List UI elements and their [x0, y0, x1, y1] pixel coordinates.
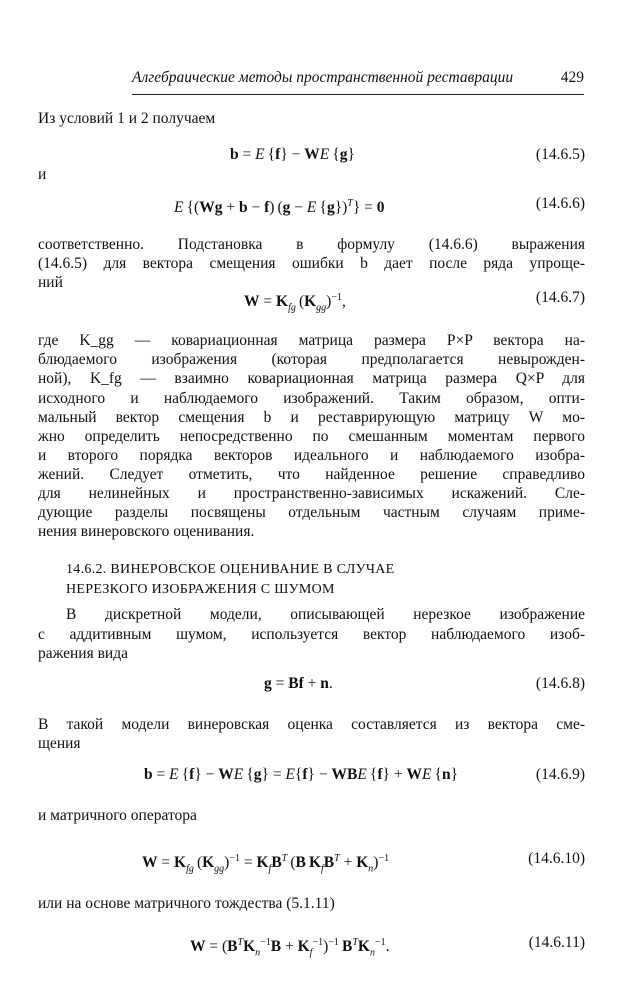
equation-14-6-7: $W = K_{fg}$ $(K_{gg})^{-1}$, [244, 292, 346, 314]
text-line: Из условий 1 и 2 получаем [38, 110, 216, 127]
text-line: и второго порядка векторов идеального и наблюдаемого изобра- [38, 447, 585, 464]
equation-number: (14.6.6) [535, 195, 585, 212]
text-line: В такой модели винеровская оценка составляется из вектора сме- [38, 716, 585, 733]
equation-number: (14.6.11) [528, 934, 585, 951]
text-line: жно определить непосредственно по смешанным моментам первого [38, 428, 585, 445]
text-line: щения [38, 735, 81, 752]
text-line: для нелинейных и пространственно-зависимых искажений. Сле- [38, 485, 585, 502]
equation-14-6-9: b = E {f} − WE {g} = E{f} − WBE {f} + WE {n} [144, 766, 459, 783]
equation-14-6-6: E {(Wg + b − f) (g − E {g})$^T$} = 0 [174, 198, 385, 217]
text-line: мальный вектор смещения b и реставрирующую матрицу W мо- [38, 409, 585, 426]
text-line: ной), K_fg — взаимно ковариационная матрица размера Q×P для [38, 370, 585, 387]
equation-14-6-10: $W = K_{fg}$ $(K_{gg})^{-1} = K_fB^T$ (B $K_fB^T + K_n)^{-1}$ [142, 853, 390, 875]
equation-14-6-8: g = Bf + n. [264, 675, 333, 692]
equation-number: (14.6.8) [535, 675, 585, 692]
equation-number: (14.6.9) [535, 766, 585, 783]
text-line: В дискретной модели, описывающей нерезкое изображение [66, 606, 585, 623]
text-line: исходного и наблюдаемого изображений. Таким образом, опти- [38, 390, 585, 407]
text-line: и [38, 166, 47, 183]
text-line: жений. Следует отметить, что найденное решение справедливо [38, 466, 585, 483]
text-line: ний [38, 274, 63, 291]
text-line: с аддитивным шумом, используется вектор наблюдаемого изоб- [38, 626, 585, 643]
text-line: нения винеровского оценивания. [38, 523, 255, 540]
equation-number: (14.6.5) [535, 146, 585, 163]
text-line: и матричного оператора [38, 807, 197, 824]
text-line: или на основе матричного тождества (5.1.11) [38, 895, 335, 912]
running-head [132, 69, 584, 93]
text-line: где K_gg — ковариационная матрица размера P×P вектора на- [38, 332, 585, 349]
equation-14-6-5: b = E {f} − WE {g} [230, 146, 355, 163]
text-line: дующие разделы посвящены отдельным частным случаям приме- [38, 504, 585, 521]
text-line: (14.6.5) для вектора смещения ошибки b дает после ряда упроще- [38, 255, 585, 272]
text-line: ражения вида [38, 645, 128, 662]
running-head-rule [132, 94, 584, 95]
running-head-title: Алгебраические методы пространственной реставрации [132, 69, 514, 86]
section-heading-line: НЕРЕЗКОГО ИЗОБРАЖЕНИЯ С ШУМОМ [66, 582, 335, 597]
page-number: 429 [560, 69, 584, 86]
text-line: блюдаемого изображения (которая предполагается невырожден- [38, 351, 585, 368]
text-line: соответственно. Подстановка в формулу (14.6.6) выражения [38, 236, 585, 253]
equation-14-6-11: $W = (B^TK_n^{-1}B + K_f^{-1})^{-1}$ $B^TK_n^{-1}$. [190, 937, 390, 959]
section-heading-line: 14.6.2. ВИНЕРОВСКОЕ ОЦЕНИВАНИЕ В СЛУЧАЕ [66, 562, 395, 577]
equation-number: (14.6.10) [528, 850, 585, 867]
equation-number: (14.6.7) [535, 289, 585, 306]
